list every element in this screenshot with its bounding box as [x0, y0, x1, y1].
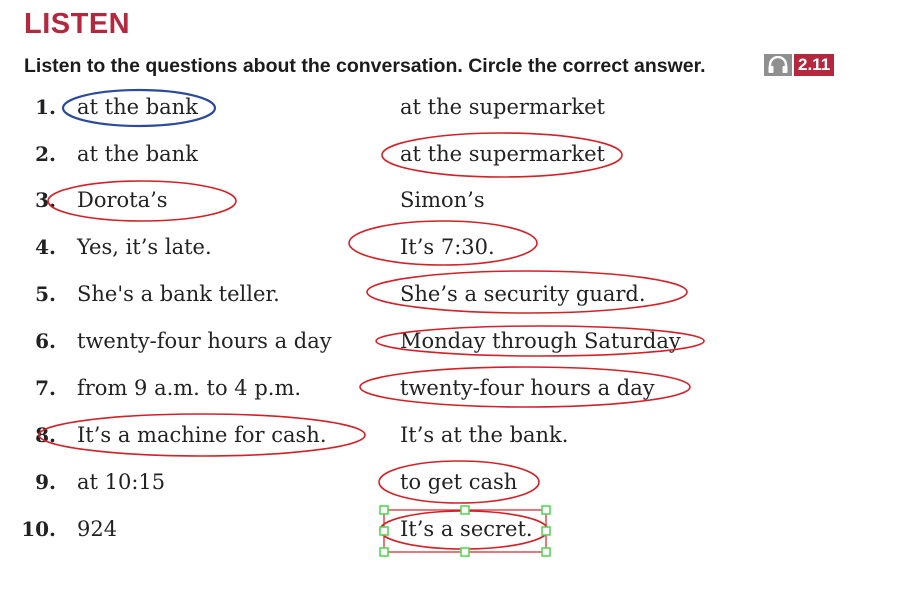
question-row: [0, 186, 924, 216]
answer-option-a[interactable]: at the bank: [77, 95, 198, 119]
track-number: 2.11: [794, 54, 834, 76]
answer-option-b[interactable]: She’s a security guard.: [400, 282, 646, 306]
resize-handle[interactable]: [542, 548, 550, 556]
question-number: 10.: [21, 517, 56, 541]
question-row: [0, 93, 924, 123]
question-number: 8.: [35, 423, 56, 447]
answer-option-a[interactable]: 924: [77, 517, 118, 541]
resize-handle[interactable]: [380, 506, 388, 514]
answer-option-a[interactable]: twenty-four hours a day: [77, 329, 332, 353]
audio-track-badge[interactable]: [764, 54, 834, 76]
question-row: [0, 327, 924, 357]
answer-option-b[interactable]: at the supermarket: [400, 95, 605, 119]
answer-option-b[interactable]: Simon’s: [400, 188, 485, 212]
resize-handle[interactable]: [542, 506, 550, 514]
section-title: LISTEN: [24, 8, 131, 40]
answer-option-a[interactable]: She's a bank teller.: [77, 282, 280, 306]
answer-option-b[interactable]: at the supermarket: [400, 142, 605, 166]
question-number: 7.: [35, 376, 56, 400]
answer-option-a[interactable]: It’s a machine for cash.: [77, 423, 327, 447]
answer-option-b[interactable]: It’s at the bank.: [400, 423, 569, 447]
question-number: 9.: [35, 470, 56, 494]
resize-handle[interactable]: [461, 506, 469, 514]
answer-option-a[interactable]: at 10:15: [77, 470, 166, 494]
question-row: [0, 374, 924, 404]
question-row: [0, 468, 924, 498]
question-number: 3.: [35, 188, 56, 212]
question-row: [0, 421, 924, 451]
answer-option-b[interactable]: twenty-four hours a day: [400, 376, 655, 400]
question-number: 6.: [35, 329, 56, 353]
question-number: 1.: [35, 95, 56, 119]
question-row: [0, 233, 924, 263]
answer-option-a[interactable]: from 9 a.m. to 4 p.m.: [77, 376, 302, 400]
answer-option-b[interactable]: to get cash: [400, 470, 518, 494]
resize-handle[interactable]: [380, 548, 388, 556]
answer-option-b[interactable]: It’s a secret.: [400, 517, 533, 541]
question-row: [0, 280, 924, 310]
question-row: [0, 140, 924, 170]
question-number: 5.: [35, 282, 56, 306]
instructions-text: Listen to the questions about the conversation. Circle the correct answer.: [24, 55, 706, 77]
question-number: 2.: [35, 142, 56, 166]
answer-option-a[interactable]: Dorota’s: [77, 188, 168, 212]
question-row: [0, 515, 924, 545]
question-number: 4.: [35, 235, 56, 259]
answer-option-b[interactable]: Monday through Saturday: [400, 329, 681, 353]
answer-option-a[interactable]: Yes, it’s late.: [77, 235, 212, 259]
resize-handle[interactable]: [461, 548, 469, 556]
answer-option-b[interactable]: It’s 7:30.: [400, 235, 495, 259]
headphones-icon: [764, 54, 792, 76]
answer-option-a[interactable]: at the bank: [77, 142, 198, 166]
